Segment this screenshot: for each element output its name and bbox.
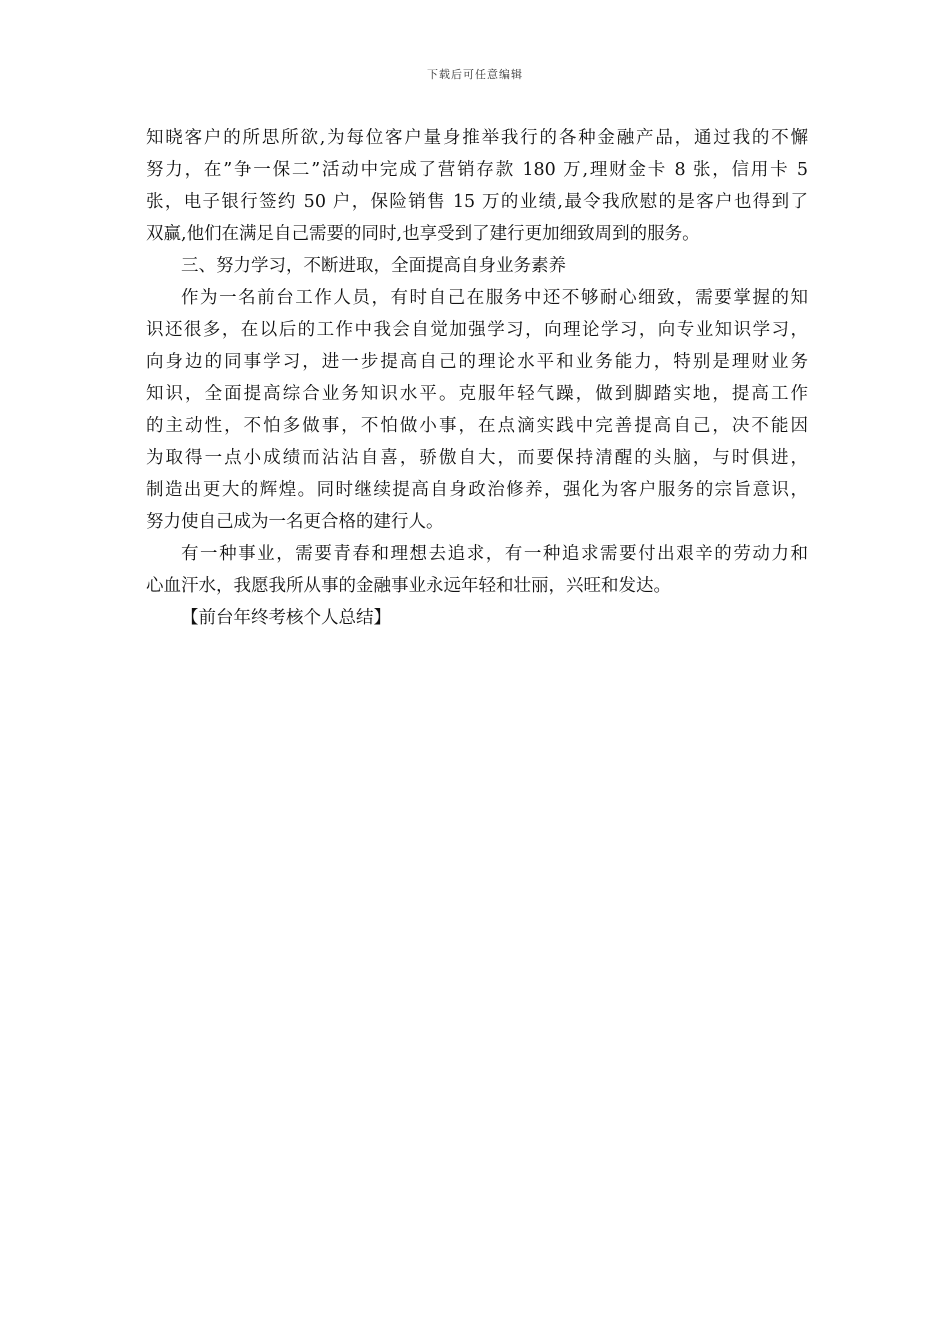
- paragraph-line: 的主动性，不怕多做事，不怕做小事，在点滴实践中完善提高自己，决不能因: [146, 416, 808, 436]
- section-heading: 三、努力学习，不断进取，全面提高自身业务素养: [181, 256, 566, 276]
- paragraph-line: 作为一名前台工作人员，有时自己在服务中还不够耐心细致，需要掌握的知: [181, 288, 808, 308]
- paragraph-line: 努力使自己成为一名更合格的建行人。: [146, 512, 444, 532]
- paragraph-line: 为取得一点小成绩而沾沾自喜，骄傲自大，而要保持清醒的头脑，与时俱进，: [146, 448, 808, 468]
- paragraph-line: 制造出更大的辉煌。同时继续提高自身政治修养，强化为客户服务的宗旨意识，: [146, 480, 808, 500]
- paragraph-line: 向身边的同事学习，进一步提高自己的理论水平和业务能力，特别是理财业务: [146, 352, 808, 372]
- paragraph-line: 知晓客户的所思所欲,为每位客户量身推举我行的各种金融产品，通过我的不懈: [146, 128, 808, 148]
- paragraph-line: 有一种事业，需要青春和理想去追求，有一种追求需要付出艰辛的劳动力和: [181, 544, 808, 564]
- document-body: [146, 122, 808, 634]
- paragraph-line: 心血汗水，我愿我所从事的金融事业永远年轻和壮丽，兴旺和发达。: [146, 576, 671, 596]
- page-header-note: 下载后可任意编辑: [427, 68, 523, 81]
- paragraph-line: 张，电子银行签约 50 户，保险销售 15 万的业绩,最令我欣慰的是客户也得到了: [146, 192, 808, 212]
- paragraph-line: 双赢,他们在满足自己需要的同时,也享受到了建行更加细致周到的服务。: [146, 224, 700, 244]
- document-title-bracketed: 【前台年终考核个人总结】: [181, 608, 391, 628]
- paragraph-line: 努力，在”争一保二”活动中完成了营销存款 180 万,理财金卡 8 张，信用卡 5: [146, 160, 808, 180]
- paragraph-line: 知识，全面提高综合业务知识水平。克服年轻气躁，做到脚踏实地，提高工作: [146, 384, 808, 404]
- paragraph-line: 识还很多，在以后的工作中我会自觉加强学习，向理论学习，向专业知识学习，: [146, 320, 808, 340]
